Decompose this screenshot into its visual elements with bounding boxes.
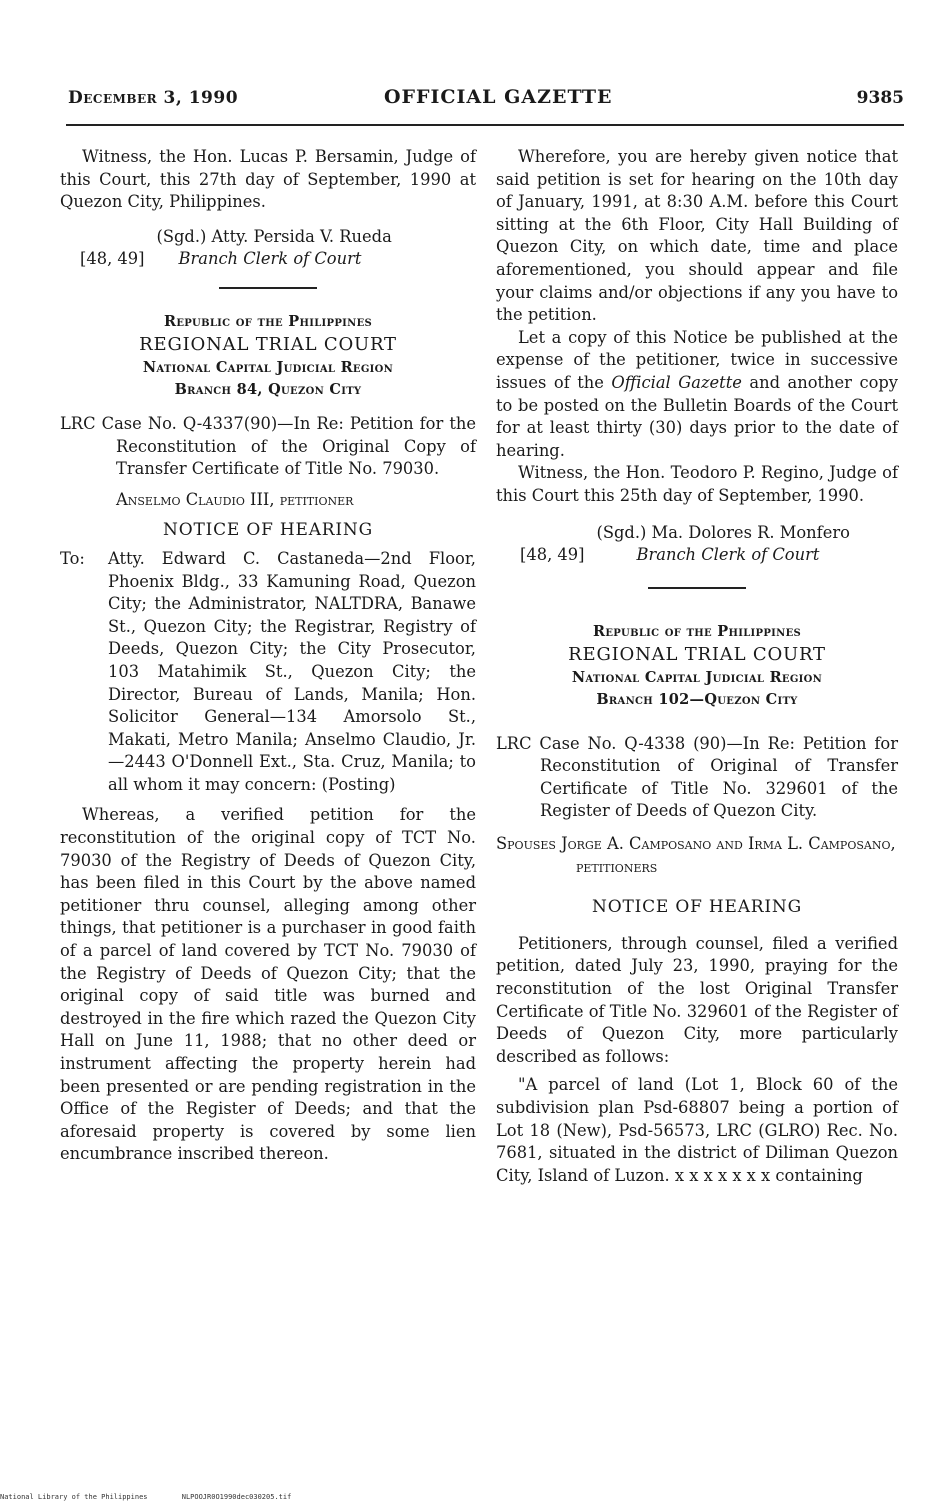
publication-title: OFFICIAL GAZETTE bbox=[384, 86, 613, 108]
right-column bbox=[496, 146, 898, 1187]
section-divider bbox=[219, 287, 317, 289]
scan-footer bbox=[0, 1493, 321, 1501]
publication-text-b: and another copy to be posted on the Bulletin Boards of the Court for at least thirty (30) days prior to the date of hearing. bbox=[496, 372, 898, 460]
case-heading-2: LRC Case No. Q-4338 (90)—In Re: Petition for Reconstitution of Original of Transfer Certificate of Title No. 329601 of the Register of Deeds of Quezon City. bbox=[496, 733, 898, 821]
addressees bbox=[60, 548, 476, 797]
footer-library: National Library of the Philippines bbox=[0, 1493, 148, 1501]
parcel-description: "A parcel of land (Lot 1, Block 60 of the subdivision plan Psd-68807 being a portion of Lot 18 (New), Psd-56573, LRC (GLRO) Rec. No. 7681, situated in the district of Diliman Quezon City, Island of Luzon. x x x x x x x containing bbox=[496, 1075, 898, 1185]
signature-role-2: Branch Clerk of Court bbox=[636, 545, 820, 565]
signature-role: Branch Clerk of Court bbox=[178, 249, 362, 269]
signature-reference-2: [48, 49] bbox=[520, 545, 585, 565]
wherefore-paragraph: Wherefore, you are hereby given notice that said petition is set for hearing on the 10th day of January, 1991, at 8:30 A.M. before this Court sitting at the 6th Floor, City Hall Building of Quezon City, on which date, time and place aforementioned, you should appear and file your claims and/or objections if any you have to the petition. bbox=[496, 147, 898, 325]
section-divider-2 bbox=[648, 587, 746, 589]
to-label: To: bbox=[60, 548, 85, 568]
signature-name: (Sgd.) Atty. Persida V. Rueda bbox=[156, 226, 392, 246]
caption-republic: Republic of the Philippines bbox=[163, 312, 373, 330]
signature-block bbox=[60, 226, 476, 271]
party-line: Anselmo Claudio III, petitioner bbox=[116, 489, 354, 509]
signature-block-2 bbox=[496, 522, 898, 567]
signature-reference: [48, 49] bbox=[80, 249, 145, 269]
court-caption bbox=[60, 311, 476, 401]
caption-branch-2: Branch 102—Quezon City bbox=[596, 690, 798, 708]
left-column bbox=[60, 146, 476, 1166]
signature-name-2: (Sgd.) Ma. Dolores R. Monfero bbox=[596, 522, 850, 542]
caption-court-2: REGIONAL TRIAL COURT bbox=[568, 643, 826, 665]
header-rule bbox=[66, 124, 904, 126]
caption-region-2: National Capital Judicial Region bbox=[571, 668, 823, 686]
caption-region: National Capital Judicial Region bbox=[142, 358, 394, 376]
page-header bbox=[68, 88, 904, 118]
footer-filename: NLPOOJR0O1990dec030205.tif bbox=[181, 1493, 292, 1501]
court-caption-2 bbox=[496, 621, 898, 711]
page-number: 9385 bbox=[856, 88, 904, 108]
witness-paragraph-2: Witness, the Hon. Teodoro P. Regino, Judge of this Court this 25th day of September, 1990. bbox=[496, 463, 898, 505]
caption-republic-2: Republic of the Philippines bbox=[592, 622, 802, 640]
caption-court: REGIONAL TRIAL COURT bbox=[139, 333, 397, 355]
whereas-paragraph: Whereas, a verified petition for the reconstitution of the original copy of TCT No. 79030 of the Registry of Deeds of Quezon City, has been filed in this Court by the above named petitioner thru counsel, alleging among other things, that petitioner is a purchaser in good faith of a parcel of land covered by TCT No. 79030 of the Registry of Deeds of Quezon City; that the original copy of said title was burned and destroyed in the fire which razed the Quezon City Hall on June 11, 1988; that no other deed or instrument affecting the property herein had been presented or are pending registration in the Office of the Register of Deeds; and that the aforesaid property is covered by some lien encumbrance inscribed thereon. bbox=[60, 805, 476, 1164]
witness-paragraph: Witness, the Hon. Lucas P. Bersamin, Judge of this Court, this 27th day of September, 1990 at Quezon City, Philippines. bbox=[60, 147, 476, 212]
to-text: Atty. Edward C. Castaneda—2nd Floor, Phoenix Bldg., 33 Kamuning Road, Quezon City; the Administrator, NALTDRA, Banawe St., Quezon City; the Registrar, Registry of Deeds, Quezon City; the City Prosecutor, 103 Matahimik St., Quezon City; the Director, Bureau of Lands, Manila; Hon. Solicitor General—134 Amorsolo St., Makati, Metro Manila; Anselmo Claudio, Jr. —2443 O'Donnell Ext., Sta. Cruz, Manila; to all whom it may concern: (Posting) bbox=[108, 548, 476, 794]
caption-branch: Branch 84, Quezon City bbox=[174, 380, 362, 398]
publication-text-a: Let a copy of this Notice be published at the expense of the petitioner, twice in successive issues of the bbox=[496, 327, 898, 392]
notice-title-2: NOTICE OF HEARING bbox=[592, 897, 802, 918]
petitioners-paragraph: Petitioners, through counsel, filed a verified petition, dated July 23, 1990, praying for the reconstitution of the lost Original Transfer Certificate of Title No. 329601 of the Register of Deeds of Quezon City, more particularly described as follows: bbox=[496, 933, 898, 1066]
notice-title: NOTICE OF HEARING bbox=[163, 520, 373, 541]
case-heading: LRC Case No. Q-4337(90)—In Re: Petition for the Reconstitution of the Original Copy of Transfer Certificate of Title No. 79030. bbox=[60, 413, 476, 479]
issue-date: December 3, 1990 bbox=[68, 88, 239, 108]
party-line-2: Spouses Jorge A. Camposano and Irma L. Camposano, petitioners bbox=[496, 834, 896, 876]
publication-name: Official Gazette bbox=[611, 372, 742, 392]
publication-paragraph bbox=[496, 327, 898, 463]
